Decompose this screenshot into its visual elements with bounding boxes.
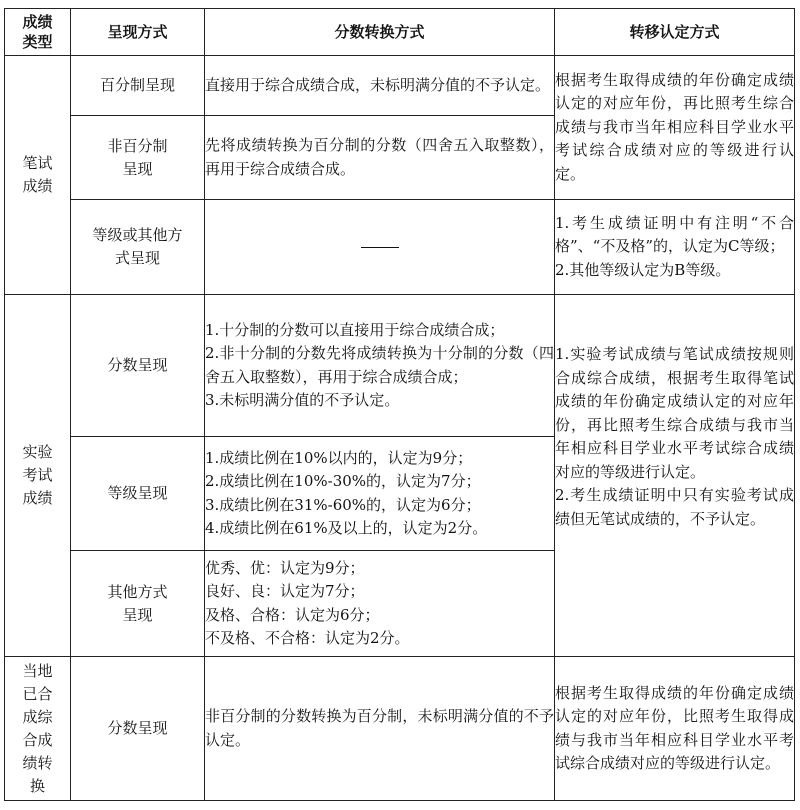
score-transfer-table bbox=[4, 8, 795, 801]
type-local: 当地已合成综合成绩转换 bbox=[5, 657, 71, 801]
local-row bbox=[5, 657, 795, 801]
written-row-3 bbox=[5, 200, 795, 295]
present-cell: 其他方式呈现 bbox=[71, 551, 205, 657]
recognize-written-grade: 1.考生成绩证明中有注明“不合格”、“不及格”的，认定为C等级； 2.其他等级认定为B等级。 bbox=[555, 200, 795, 295]
recognize-written-main: 根据考生取得成绩的年份确定成绩认定的对应年份，再比照考生综合成绩与我市当年相应科目学业水平考试综合成绩对应的等级进行认定。 bbox=[555, 56, 795, 200]
em-dash bbox=[361, 247, 399, 248]
convert-cell bbox=[205, 200, 555, 295]
clipped-heading bbox=[0, 0, 800, 8]
present-cell: 等级或其他方式呈现 bbox=[71, 200, 205, 295]
header-present: 呈现方式 bbox=[71, 9, 205, 56]
convert-cell: 非百分制的分数转换为百分制，未标明满分值的不予认定。 bbox=[205, 657, 555, 801]
present-cell: 分数呈现 bbox=[71, 657, 205, 801]
type-lab: 实验考试成绩 bbox=[5, 295, 71, 657]
convert-cell: 1.成绩比例在10%以内的，认定为9分； 2.成绩比例在10%-30%的，认定为7分； 3.成绩比例在31%-60%的，认定为6分； 4.成绩比例在61%及以上的，认定为2分。 bbox=[205, 437, 555, 551]
header-type: 成绩类型 bbox=[5, 9, 71, 56]
convert-cell: 优秀、优：认定为9分； 良好、良：认定为7分； 及格、合格：认定为6分； 不及格、不合格：认定为2分。 bbox=[205, 551, 555, 657]
header-recognize: 转移认定方式 bbox=[555, 9, 795, 56]
convert-cell: 直接用于综合成绩合成，未标明满分值的不予认定。 bbox=[205, 56, 555, 116]
present-cell: 分数呈现 bbox=[71, 295, 205, 437]
lab-row-1 bbox=[5, 295, 795, 437]
present-cell: 百分制呈现 bbox=[71, 56, 205, 116]
convert-cell: 先将成绩转换为百分制的分数（四舍五入取整数），再用于综合成绩合成。 bbox=[205, 116, 555, 200]
recognize-lab: 1.实验考试成绩与笔试成绩按规则合成综合成绩，根据考生取得笔试成绩的年份确定成绩认定的对应年份，再比照考生综合成绩与我市当年相应科目学业水平考试综合成绩对应的等级进行认定。 2.考生成绩证明中只有实验考试成绩但无笔试成绩的，不予认定。 bbox=[555, 295, 795, 657]
present-cell: 非百分制呈现 bbox=[71, 116, 205, 200]
type-written: 笔试成绩 bbox=[5, 56, 71, 295]
present-cell: 等级呈现 bbox=[71, 437, 205, 551]
header-row bbox=[5, 9, 795, 56]
header-convert: 分数转换方式 bbox=[205, 9, 555, 56]
recognize-local: 根据考生取得成绩的年份确定成绩认定的对应年份，比照考生取得成绩与我市当年相应科目学业水平考试综合成绩对应的等级进行认定。 bbox=[555, 657, 795, 801]
convert-cell: 1.十分制的分数可以直接用于综合成绩合成； 2.非十分制的分数先将成绩转换为十分制的分数（四舍五入取整数），再用于综合成绩合成； 3.未标明满分值的不予认定。 bbox=[205, 295, 555, 437]
written-row-1 bbox=[5, 56, 795, 116]
